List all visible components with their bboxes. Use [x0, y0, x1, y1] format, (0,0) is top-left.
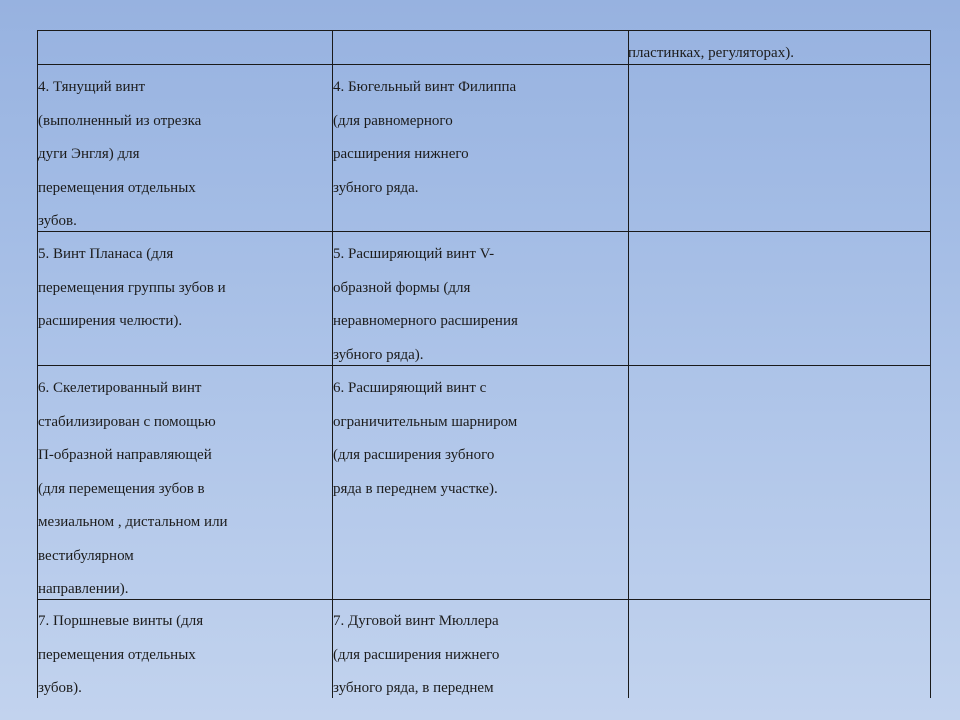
cell-line: 6. Скелетированный винт — [38, 380, 202, 396]
cell-line: П-образной направляющей — [38, 447, 212, 463]
cell-line: мезиальном , дистальном или — [38, 514, 228, 530]
table-cell-r2-c2 — [333, 238, 518, 372]
cell-line: неравномерного расширения — [333, 313, 518, 329]
cell-line: зубов). — [38, 680, 82, 696]
cell-line: направлении). — [38, 581, 129, 597]
cell-line: перемещения группы зубов и — [38, 279, 226, 296]
table-cell-r3-c1 — [38, 372, 228, 607]
table-cell-r0-c3 — [628, 37, 794, 71]
cell-line: зубов. — [38, 213, 77, 229]
cell-line: 6. Расширяющий винт с — [333, 380, 487, 396]
cell-line: 7. Дуговой винт Мюллера — [333, 613, 499, 629]
cell-line: (для расширения зубного — [333, 447, 495, 463]
cell-line: зубного ряда). — [333, 346, 424, 363]
cell-line: 4. Бюгельный винт Филиппа — [333, 79, 517, 95]
table-cell-r3-c2 — [333, 372, 517, 506]
cell-line: перемещения отдельных — [38, 179, 196, 196]
cell-line: ограничительным шарниром — [333, 413, 518, 430]
cell-line: зубного ряда, в переднем — [333, 680, 494, 696]
cell-line: 5. Расширяющий винт V- — [333, 246, 495, 262]
cell-line: ряда в переднем участке). — [333, 480, 498, 497]
cell-line: зубного ряда. — [333, 179, 419, 196]
cell-line: 5. Винт Планаса (для — [38, 246, 174, 262]
cell-line: (для равномерного — [333, 112, 453, 129]
cell-line: расширения челюсти). — [38, 313, 183, 329]
table-cell-r4-c2 — [333, 605, 499, 706]
cell-line: стабилизирован с помощью — [38, 413, 216, 430]
cell-line: перемещения отдельных — [38, 646, 196, 663]
cell-line: дуги Энгля) для — [38, 146, 140, 162]
table-row-divider-1 — [37, 64, 931, 65]
cell-line: (для расширения нижнего — [333, 646, 500, 663]
cell-line: (для перемещения зубов в — [38, 480, 205, 497]
table-border-top — [37, 30, 931, 31]
table-border-right — [930, 30, 931, 698]
cell-line: вестибулярном — [38, 547, 134, 564]
table-cell-r1-c1 — [38, 71, 201, 239]
table-cell-r1-c2 — [333, 71, 516, 205]
cell-line: 7. Поршневые винты (для — [38, 613, 204, 629]
cell-line: 4. Тянущий винт — [38, 79, 146, 95]
table-column-divider-2 — [628, 30, 629, 698]
table-cell-r4-c1 — [38, 605, 203, 706]
cell-line: образной формы (для — [333, 279, 471, 296]
cell-line: расширения нижнего — [333, 146, 469, 162]
table-cell-r2-c1 — [38, 238, 226, 339]
cell-line: (выполненный из отрезка — [38, 112, 202, 129]
cell-line: пластинках, регуляторах). — [628, 45, 794, 61]
